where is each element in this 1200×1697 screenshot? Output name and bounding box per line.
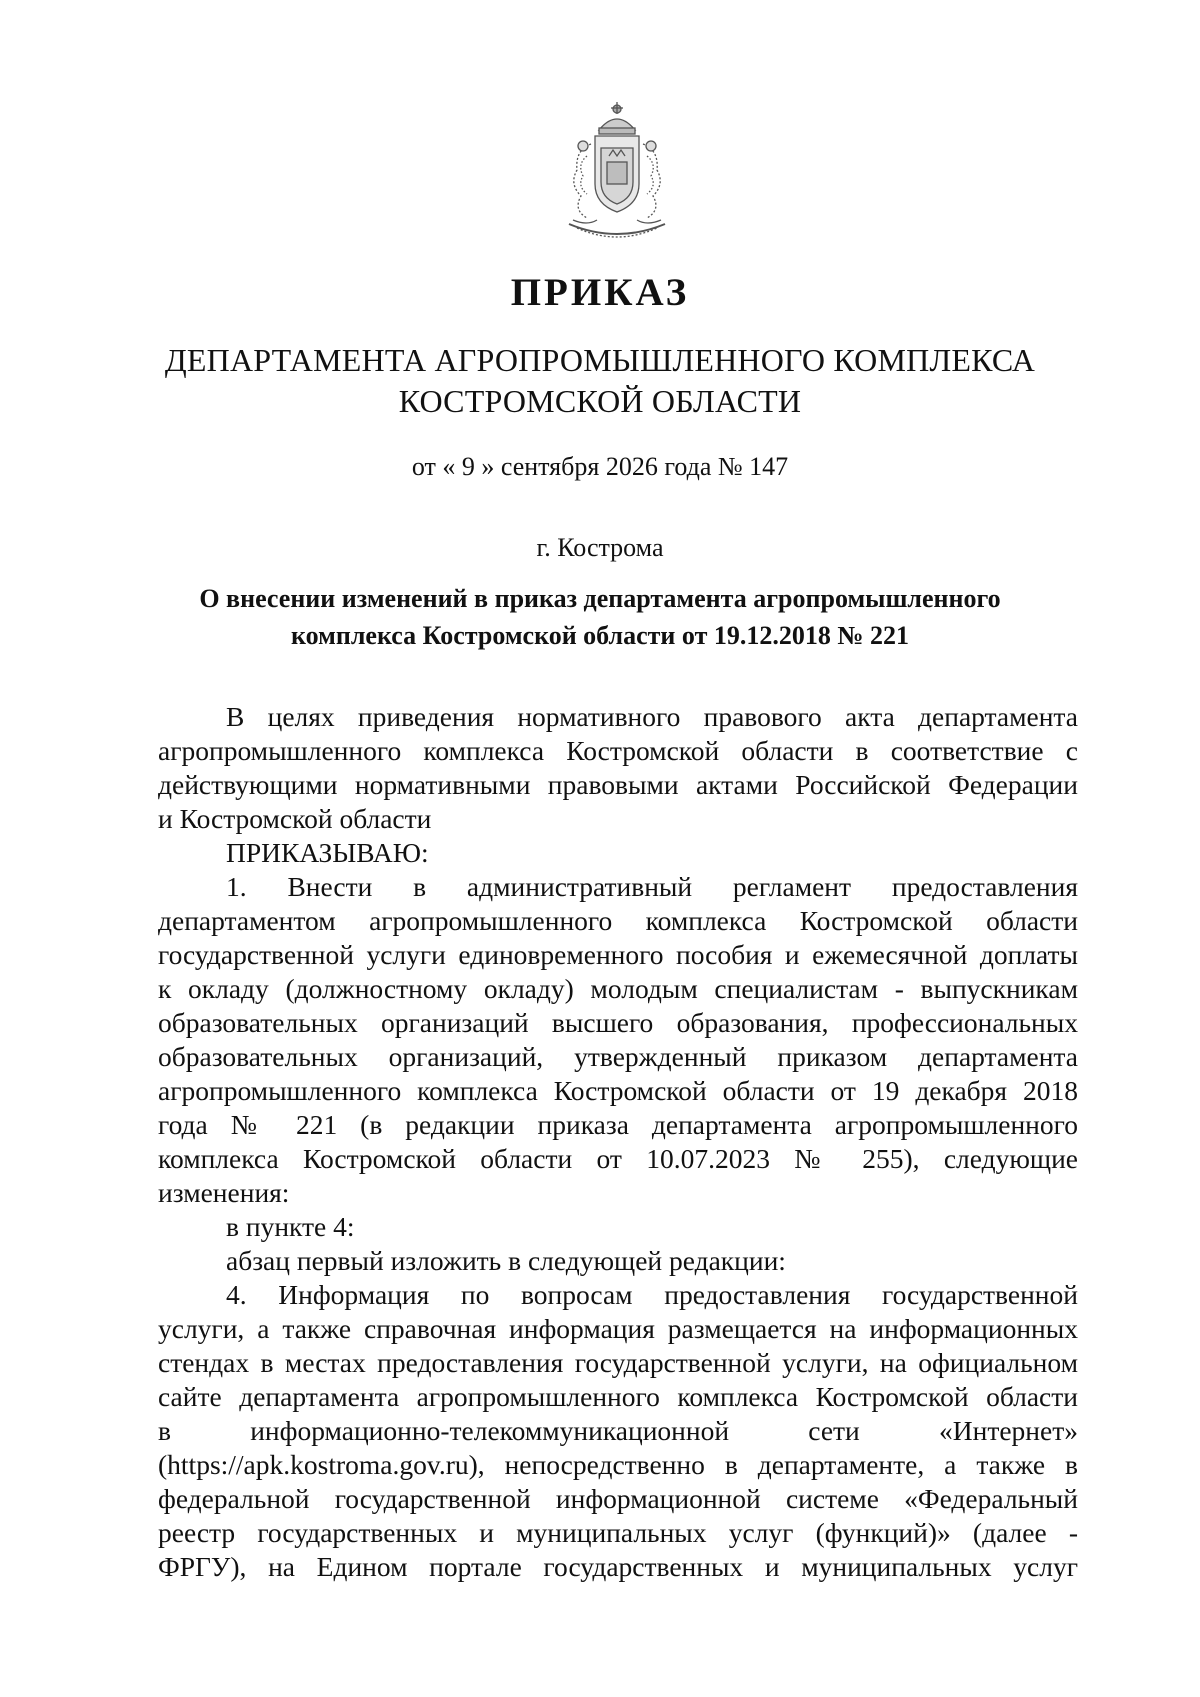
department-name-line-2: КОСТРОМСКОЙ ОБЛАСТИ <box>398 383 802 419</box>
body-line: ФРГУ), на Едином портале государственных и муниципальных услуг <box>158 1551 1078 1582</box>
department-name-line-1: ДЕПАРТАМЕНТА АГРОПРОМЫШЛЕННОГО КОМПЛЕКСА <box>164 342 1036 378</box>
body-line: и Костромской области <box>158 803 432 834</box>
body-line: В целях приведения нормативного правового акта департамента <box>226 701 1078 732</box>
body-line: комплекса Костромской области от 10.07.2023 № 255), следующие <box>158 1143 1078 1174</box>
document-date-number: от « 9 » сентября 2026 года № 147 <box>411 452 789 481</box>
body-line: образовательных организаций высшего образования, профессиональных <box>158 1007 1078 1038</box>
body-line: в пункте 4: <box>226 1211 355 1242</box>
body-line: государственной услуги единовременного пособия и ежемесячной доплаты <box>158 939 1078 970</box>
coat-of-arms-emblem-icon <box>547 100 687 248</box>
body-line: изменения: <box>158 1177 290 1208</box>
body-line: (https://apk.kostroma.gov.ru), непосредственно в департаменте, а также в <box>158 1449 1078 1480</box>
body-line: образовательных организаций, утвержденный приказом департамента <box>158 1041 1078 1072</box>
body-line: в информационно-телекоммуникационной сети «Интернет» <box>158 1415 1078 1446</box>
body-line: 1. Внести в административный регламент предоставления <box>226 871 1078 902</box>
order-keyword: ПРИКАЗЫВАЮ: <box>226 837 429 868</box>
body-line: сайте департамента агропромышленного комплекса Костромской области <box>158 1381 1078 1412</box>
body-line: департаментом агропромышленного комплекса Костромской области <box>158 905 1078 936</box>
body-line: действующими нормативными правовыми актами Российской Федерации <box>158 769 1078 800</box>
body-line: агропромышленного комплекса Костромской области в соответствие с <box>158 735 1078 766</box>
body-line: стендах в местах предоставления государственной услуги, на официальном <box>158 1347 1078 1378</box>
body-line: абзац первый изложить в следующей редакции: <box>226 1245 786 1276</box>
document-title: ПРИКАЗ <box>510 271 690 314</box>
body-line: года № 221 (в редакции приказа департамента агропромышленного <box>158 1109 1078 1140</box>
body-line: реестр государственных и муниципальных услуг (функций)» (далее - <box>158 1517 1078 1548</box>
document-city: г. Кострома <box>536 533 664 562</box>
body-line: агропромышленного комплекса Костромской области от 19 декабря 2018 <box>158 1075 1078 1106</box>
body-line: услуги, а также справочная информация размещается на информационных <box>158 1313 1078 1344</box>
subject-line-1: О внесении изменений в приказ департамента агропромышленного <box>199 584 1001 613</box>
body-line: федеральной государственной информационной системе «Федеральный <box>158 1483 1078 1514</box>
body-line: 4. Информация по вопросам предоставления государственной <box>226 1279 1078 1310</box>
subject-line-2: комплекса Костромской области от 19.12.2018 № 221 <box>291 621 909 650</box>
body-line: к окладу (должностному окладу) молодым специалистам - выпускникам <box>158 973 1078 1004</box>
